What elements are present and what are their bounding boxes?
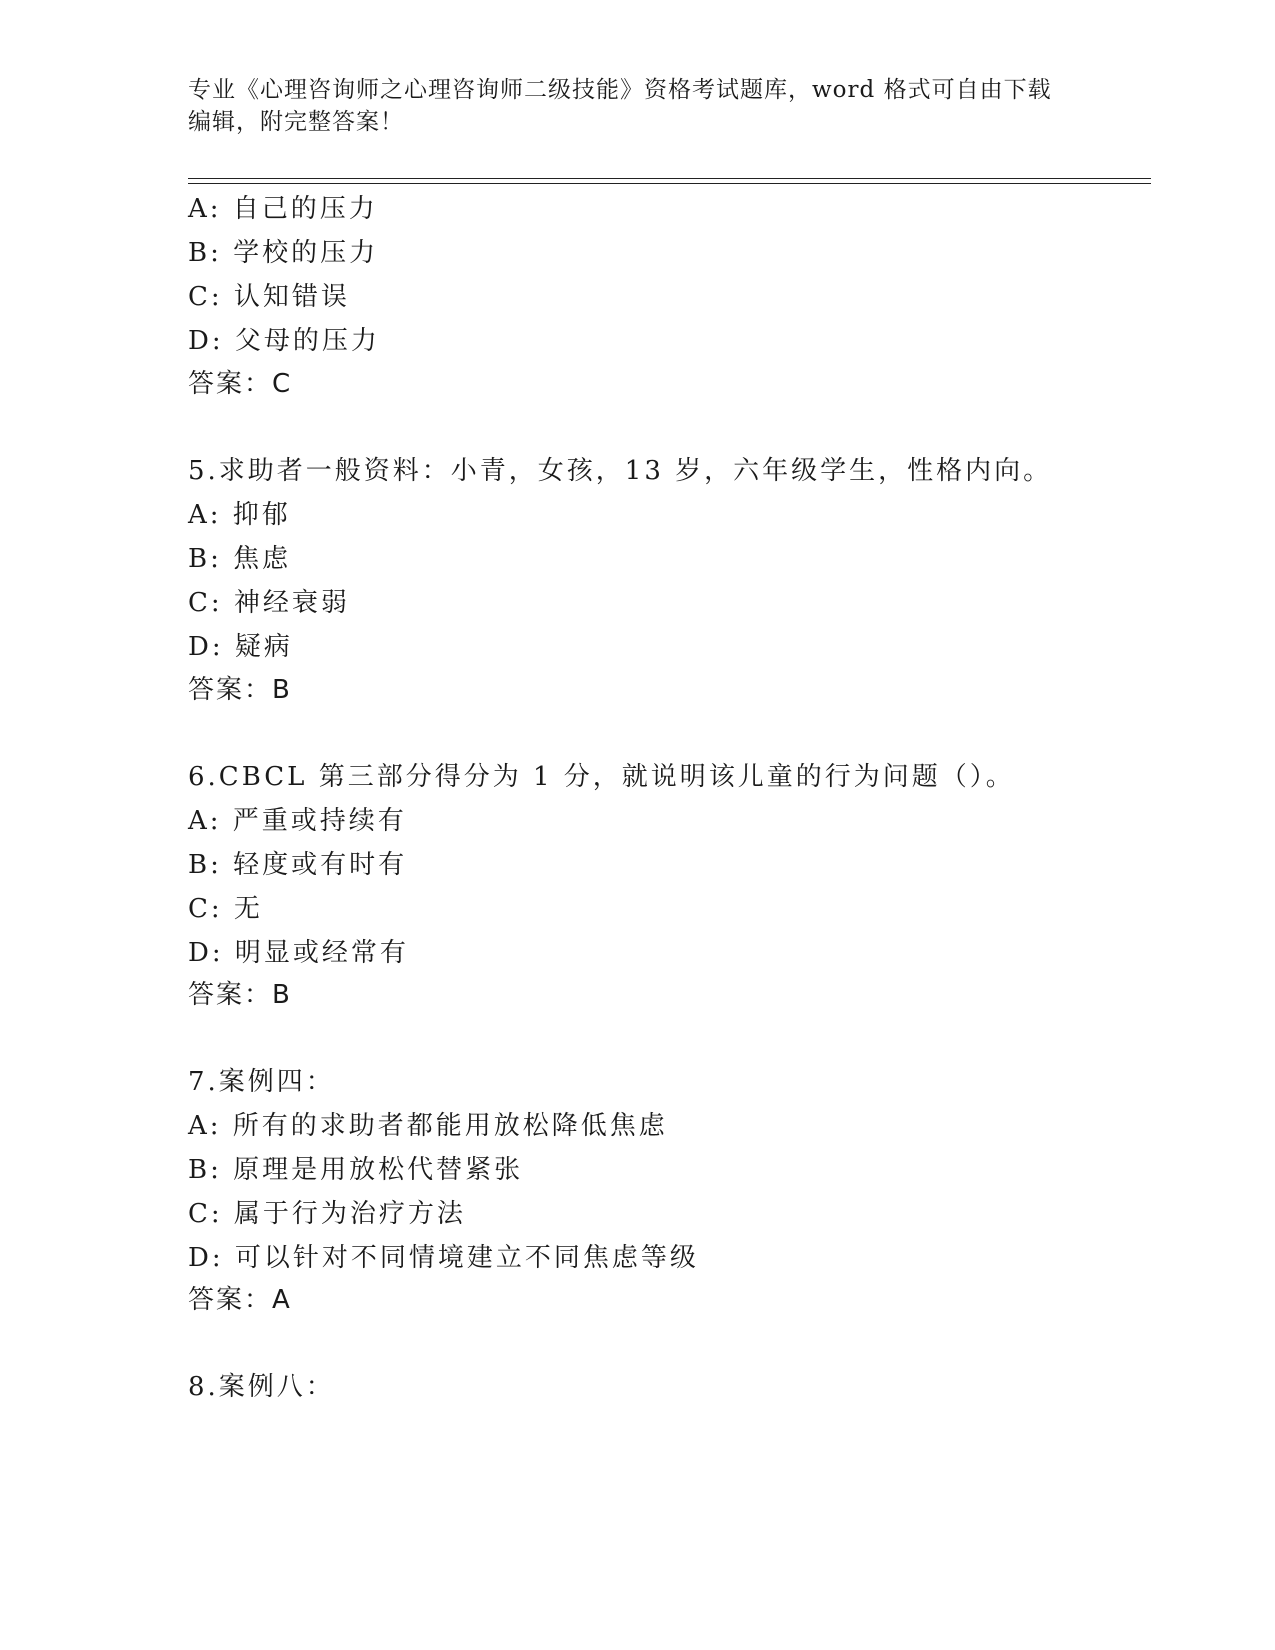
q6-option-a: A: 严重或持续有	[188, 806, 407, 836]
header-divider-bottom	[188, 183, 1151, 184]
q7-answer: 答案：A	[188, 1285, 292, 1315]
q5-option-c: C: 神经衰弱	[188, 588, 350, 618]
q4-option-c: C: 认知错误	[188, 282, 350, 312]
header-line-2: 编辑，附完整答案！	[188, 109, 404, 135]
header-line-1: 专业《心理咨询师之心理咨询师二级技能》资格考试题库，word 格式可自由下载	[188, 77, 1052, 103]
q6-option-b: B: 轻度或有时有	[188, 850, 408, 880]
q7-question: 7.案例四：	[188, 1067, 335, 1097]
header-divider-top	[188, 178, 1151, 179]
q4-answer: 答案：C	[188, 369, 293, 399]
q7-option-c: C: 属于行为治疗方法	[188, 1199, 466, 1229]
document-header	[188, 74, 1088, 138]
q5-option-a: A: 抑郁	[188, 500, 291, 530]
q7-option-a: A: 所有的求助者都能用放松降低焦虑	[188, 1111, 668, 1141]
q5-answer: 答案：B	[188, 675, 292, 705]
q6-option-d: D: 明显或经常有	[188, 938, 409, 968]
q6-question: 6.CBCL 第三部分得分为 1 分，就说明该儿童的行为问题（）。	[188, 762, 1015, 792]
q6-option-c: C: 无	[188, 894, 263, 924]
q6-answer: 答案：B	[188, 980, 292, 1010]
q5-option-d: D: 疑病	[188, 632, 293, 662]
q4-option-b: B: 学校的压力	[188, 238, 379, 268]
q5-question: 5.求助者一般资料：小青，女孩，13 岁，六年级学生，性格内向。	[188, 456, 1053, 486]
q7-option-d: D: 可以针对不同情境建立不同焦虑等级	[188, 1243, 699, 1273]
q7-option-b: B: 原理是用放松代替紧张	[188, 1155, 524, 1185]
q4-option-a: A: 自己的压力	[188, 194, 378, 224]
q4-option-d: D: 父母的压力	[188, 326, 380, 356]
q5-option-b: B: 焦虑	[188, 544, 292, 574]
q8-question: 8.案例八：	[188, 1372, 335, 1402]
